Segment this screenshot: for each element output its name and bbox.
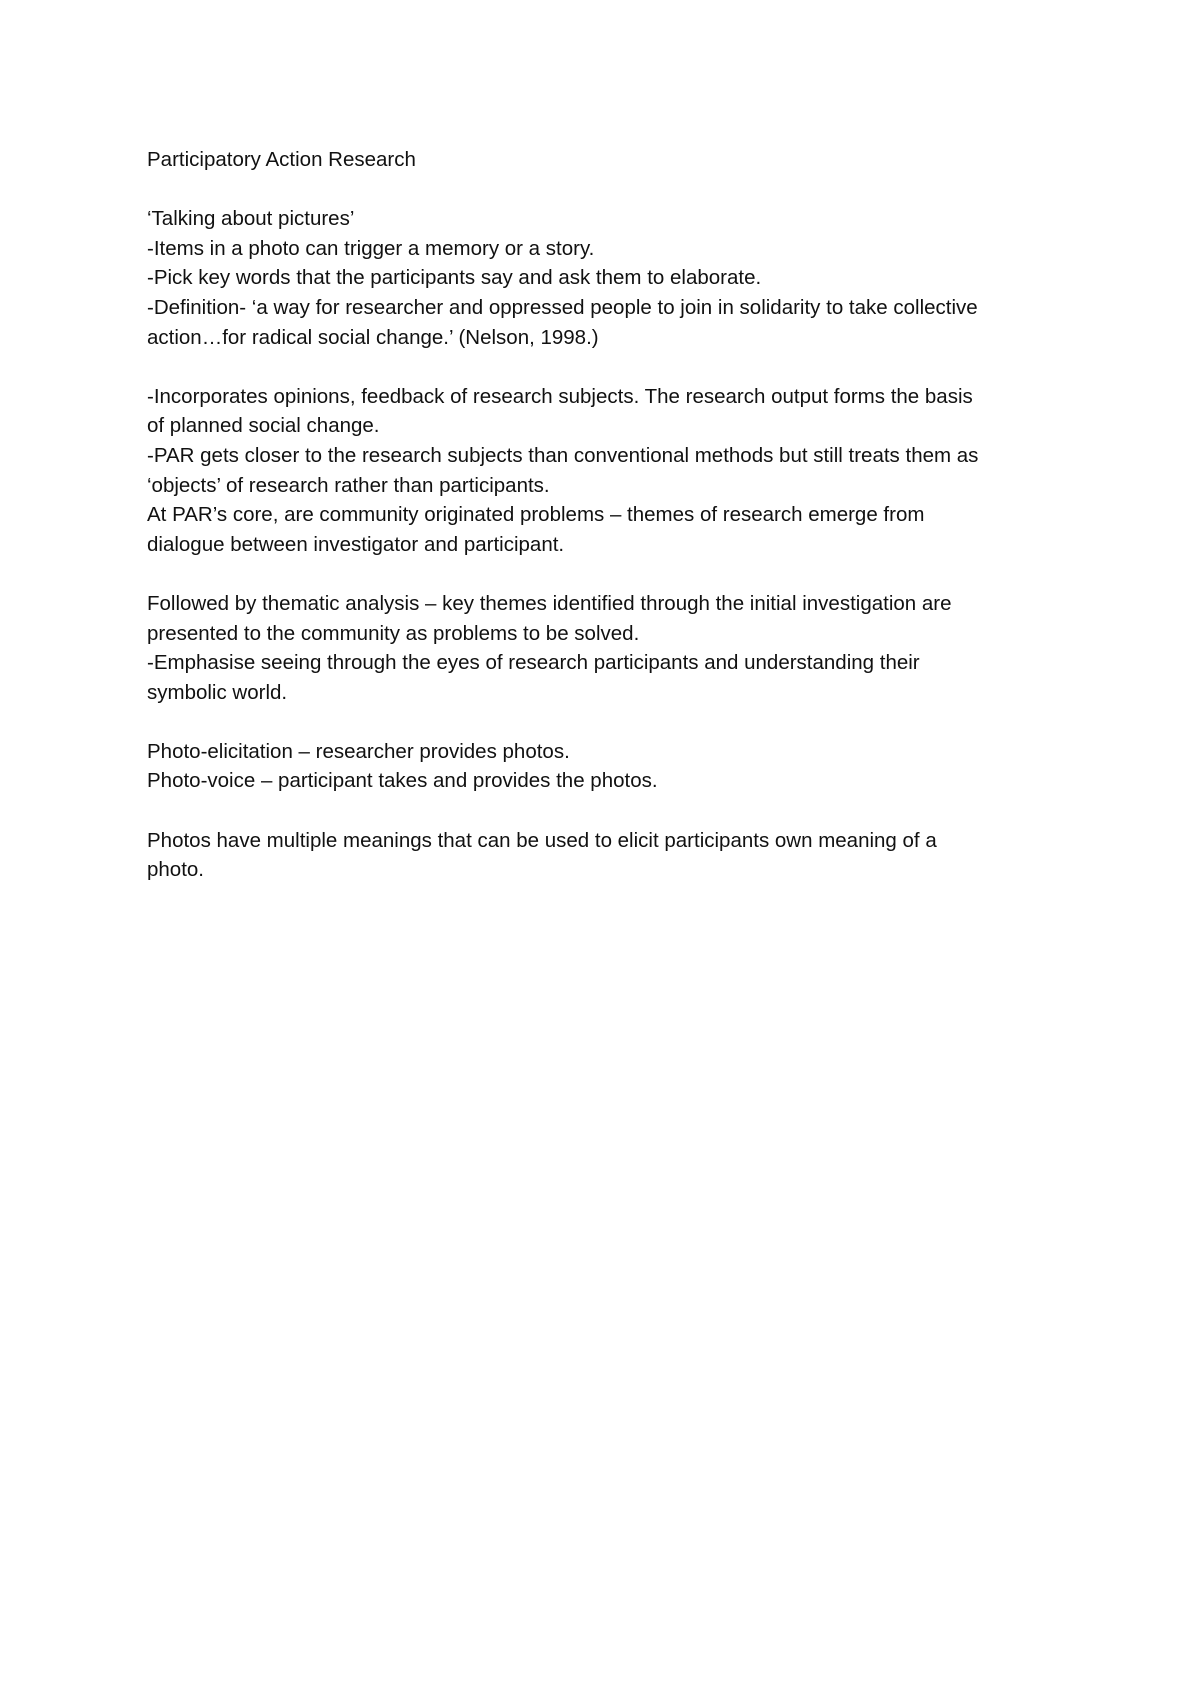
text-line: action…for radical social change.’ (Nelson, 1998.) [147, 325, 599, 349]
text-line: Photos have multiple meanings that can be used to elicit participants own meaning of a [147, 828, 937, 852]
text-line: symbolic world. [147, 680, 288, 704]
text-line: -Emphasise seeing through the eyes of research participants and understanding their [147, 651, 920, 675]
text-line: -Definition- ‘a way for researcher and oppressed people to join in solidarity to take collective [147, 295, 978, 319]
text-line: of planned social change. [147, 414, 380, 438]
text-line: photo. [147, 858, 204, 882]
text-line: Followed by thematic analysis – key themes identified through the initial investigation are [147, 591, 952, 615]
text-line: dialogue between investigator and participant. [147, 532, 565, 556]
document-body [147, 145, 1067, 885]
text-line: presented to the community as problems to be solved. [147, 621, 640, 645]
text-line: ‘objects’ of research rather than participants. [147, 473, 550, 497]
text-line: -Items in a photo can trigger a memory or a story. [147, 236, 595, 260]
blank-line [147, 352, 1067, 382]
blank-line [147, 175, 1067, 205]
text-line: -Incorporates opinions, feedback of research subjects. The research output forms the basis [147, 384, 973, 408]
text-line: -PAR gets closer to the research subjects than conventional methods but still treats them as [147, 443, 979, 467]
text-line: ‘Talking about pictures’ [147, 207, 355, 231]
blank-line [147, 707, 1067, 737]
text-line: Photo-voice – participant takes and provides the photos. [147, 769, 658, 793]
document-title: Participatory Action Research [147, 148, 416, 171]
text-line: -Pick key words that the participants say and ask them to elaborate. [147, 266, 762, 290]
text-line: Photo-elicitation – researcher provides photos. [147, 739, 570, 763]
text-line: At PAR’s core, are community originated problems – themes of research emerge from [147, 503, 925, 527]
blank-line [147, 559, 1067, 589]
blank-line [147, 796, 1067, 826]
